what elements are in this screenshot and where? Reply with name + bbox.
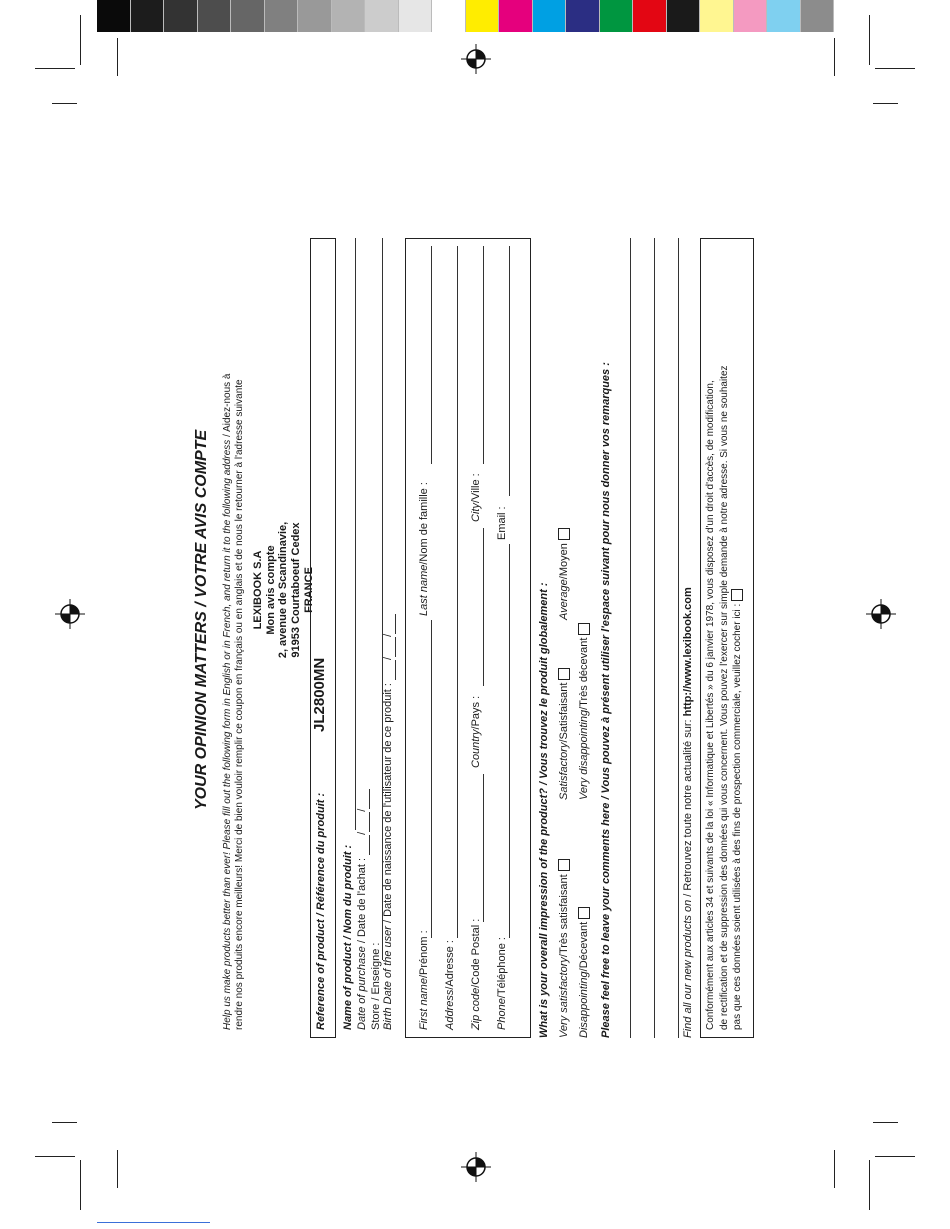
legal-line: pas que ces données soient utilisées à des fins de prospection commerciale, veuillez cocher ici : <box>731 365 745 1030</box>
phone-input[interactable] <box>509 544 510 938</box>
first-name-label-en: First name <box>418 978 430 1030</box>
color-swatch <box>332 0 366 32</box>
address-row <box>444 940 458 1030</box>
crop-mark <box>117 38 118 76</box>
address-block <box>252 510 315 670</box>
impression-option-very-satisfactory[interactable] <box>558 859 572 1038</box>
color-swatch <box>198 0 232 32</box>
color-swatch <box>231 0 265 32</box>
last-name-input[interactable] <box>431 246 432 464</box>
purchase-label-en: Date of purchase <box>356 946 368 1030</box>
intro-line-2: rendre nos produits encore meilleurs! Merci de bien vouloir remplir ce coupon en français ou en anglais et de nous le retourner à l'adresse suivante <box>234 379 245 1030</box>
option-label-en: Satisfactory <box>558 742 570 800</box>
color-swatch <box>365 0 399 32</box>
color-swatch <box>466 0 500 32</box>
first-name-label-fr: /Prénom : <box>418 930 430 979</box>
intro-english: Help us make products better than ever! Please fill out the following form in English or in French, and return it to the following address <box>222 439 233 1030</box>
impression-question: What is your overall impression of the product? / Vous trouvez le produit globalement : <box>538 582 550 1038</box>
purchase-date-row <box>356 789 370 1030</box>
city-input[interactable] <box>483 246 484 464</box>
purchase-day-field[interactable] <box>369 835 370 855</box>
store-label-fr: / Enseigne : <box>370 942 382 1004</box>
date-slash: / <box>356 831 368 835</box>
zip-label-fr: /Code Postal : <box>470 918 482 988</box>
color-swatch <box>499 0 533 32</box>
crop-mark <box>873 1122 898 1123</box>
birth-label-fr: / Date de naissance de l'utilisateur de ce produit : <box>382 683 394 927</box>
address-line: 91953 Courtaboeuf Cedex <box>289 522 302 658</box>
email-label: Email : <box>496 506 508 540</box>
option-label-en: Very satisfactory <box>558 957 570 1038</box>
comments-label: Please feel free to leave your comments here / Vous pouvez à présent utiliser l'espace suivant pour nous donner vos remarques : <box>600 362 612 1038</box>
country-row <box>470 696 484 768</box>
color-swatch <box>533 0 567 32</box>
purchase-year-field[interactable] <box>369 789 370 809</box>
phone-label-fr: /Téléphone : <box>496 937 508 999</box>
date-slash: / <box>356 808 368 812</box>
crop-mark <box>834 38 835 76</box>
legal-line: Conformément aux articles 34 et suivants de la loi « Informatique et Libertés » du 6 janvier 1978, vous disposez d'un droit d'accès, de modification, <box>705 380 716 1030</box>
feedback-form <box>170 230 790 1050</box>
checkbox[interactable] <box>558 668 570 680</box>
address-line: 2, avenue de Scandinavie, <box>277 521 290 659</box>
registration-mark-icon <box>55 599 85 629</box>
first-name-row <box>418 930 432 1030</box>
color-swatch <box>164 0 198 32</box>
checkbox[interactable] <box>558 528 570 540</box>
phone-label-en: Phone <box>496 998 508 1030</box>
checkbox[interactable] <box>578 907 590 919</box>
find-label-en: Find all our new products on <box>682 899 694 1038</box>
legal-line: de rectification et de suppression des données qui vous concernent. Vous pouvez l'exercer sur simple demande à notre adresse. Si vous ne souhaitez <box>718 365 730 1030</box>
crop-mark <box>35 68 75 69</box>
product-reference-label: Reference of product / Référence du produit : <box>315 792 327 1030</box>
birth-label-en: Birth Date of the user <box>382 926 394 1030</box>
option-label-en: Disappointing <box>578 971 590 1038</box>
crop-mark <box>80 15 81 65</box>
crop-mark <box>873 103 898 104</box>
store-label-en: Store <box>370 1003 382 1030</box>
website-link[interactable]: http://www.lexibook.com <box>682 587 694 717</box>
color-swatch <box>767 0 801 32</box>
checkbox[interactable] <box>558 859 570 871</box>
phone-row <box>496 937 510 1030</box>
option-label-fr: /Moyen <box>558 543 570 580</box>
color-swatch <box>298 0 332 32</box>
country-input[interactable] <box>483 528 484 686</box>
purchase-label-fr: / Date de l'achat : <box>356 857 368 947</box>
address-line: Mon avis compte <box>264 545 277 635</box>
option-label-fr: /Très décevant <box>578 637 590 710</box>
contact-box <box>405 238 531 1038</box>
crop-mark <box>35 1156 75 1157</box>
first-name-input[interactable] <box>431 620 432 938</box>
address-label-fr: /Adresse : <box>444 940 456 990</box>
color-swatch <box>265 0 299 32</box>
zip-input[interactable] <box>483 774 484 922</box>
link-underline <box>97 1222 210 1223</box>
birth-day-field[interactable] <box>395 660 396 680</box>
last-name-label-fr: /Nom de famille : <box>418 482 430 565</box>
color-swatch <box>97 0 131 32</box>
find-label-fr: / Retrouvez toute notre actualité sur: <box>682 716 694 900</box>
color-swatch <box>566 0 600 32</box>
registration-mark-icon <box>866 599 896 629</box>
intro-line-1 <box>222 374 235 1030</box>
birth-year-field[interactable] <box>395 614 396 634</box>
country-label-fr: /Pays : <box>470 695 482 730</box>
comments-line[interactable] <box>630 238 631 1038</box>
color-swatch <box>131 0 165 32</box>
option-label-en: Very disappointing <box>578 709 590 800</box>
color-swatch <box>700 0 734 32</box>
last-name-row <box>418 482 432 616</box>
crop-mark <box>52 1122 77 1123</box>
address-line: LEXIBOOK S.A <box>252 550 264 630</box>
date-slash: / <box>382 656 394 660</box>
product-name-line[interactable] <box>355 238 356 830</box>
option-label-fr: /Très satisfaisant <box>558 874 570 958</box>
color-swatch <box>399 0 433 32</box>
form-title: YOUR OPINION MATTERS / VOTRE AVIS COMPTE <box>193 429 210 810</box>
email-input[interactable] <box>509 246 510 496</box>
option-label-fr: /Satisfaisant <box>558 682 570 743</box>
opt-out-checkbox[interactable] <box>731 589 743 601</box>
color-swatch <box>600 0 634 32</box>
last-name-label-en: Last name <box>418 564 430 616</box>
color-swatch <box>667 0 701 32</box>
comments-line[interactable] <box>678 238 679 1038</box>
color-swatch <box>432 0 466 32</box>
zip-label-en: Zip code <box>470 987 482 1030</box>
legal-text <box>704 365 745 1030</box>
city-label-en: City <box>470 503 482 522</box>
city-label-fr: /Ville : <box>470 473 482 504</box>
purchase-month-field[interactable] <box>369 812 370 832</box>
crop-mark <box>834 1150 835 1188</box>
find-products-row <box>682 587 696 1038</box>
crop-mark <box>80 1160 81 1210</box>
product-name-label: Name of product / Nom du produit : <box>342 844 354 1030</box>
address-label-en: Address <box>444 989 456 1030</box>
country-label-en: Country <box>470 729 482 768</box>
crop-mark <box>875 68 915 69</box>
option-label-fr: /Décevant <box>578 921 590 972</box>
crop-mark <box>875 1156 915 1157</box>
color-swatch <box>734 0 768 32</box>
birth-date-row <box>382 614 396 1030</box>
impression-option-disappointing[interactable] <box>578 907 592 1038</box>
checkbox[interactable] <box>578 623 590 635</box>
city-row <box>470 473 484 522</box>
impression-option-satisfactory[interactable] <box>558 668 572 800</box>
crop-mark <box>869 15 870 65</box>
impression-option-average[interactable] <box>558 528 572 620</box>
registration-mark-icon <box>461 44 491 74</box>
comments-line[interactable] <box>654 238 655 1038</box>
address-line: FRANCE <box>302 567 315 613</box>
color-swatch <box>801 0 835 32</box>
option-label-en: Average <box>558 579 570 620</box>
product-reference-value[interactable]: JL2800MN <box>311 657 328 732</box>
crop-mark <box>869 1160 870 1210</box>
birth-month-field[interactable] <box>395 637 396 657</box>
date-slash: / <box>382 633 394 637</box>
crop-mark <box>117 1150 118 1188</box>
intro-french: / Aidez-nous à <box>222 373 233 440</box>
impression-option-very-disappointing[interactable] <box>578 623 592 800</box>
zip-row <box>470 919 484 1030</box>
color-calibration-bar <box>97 0 834 32</box>
registration-mark-icon <box>461 1152 491 1182</box>
crop-mark <box>52 103 77 104</box>
color-swatch <box>633 0 667 32</box>
address-input[interactable] <box>457 246 458 938</box>
